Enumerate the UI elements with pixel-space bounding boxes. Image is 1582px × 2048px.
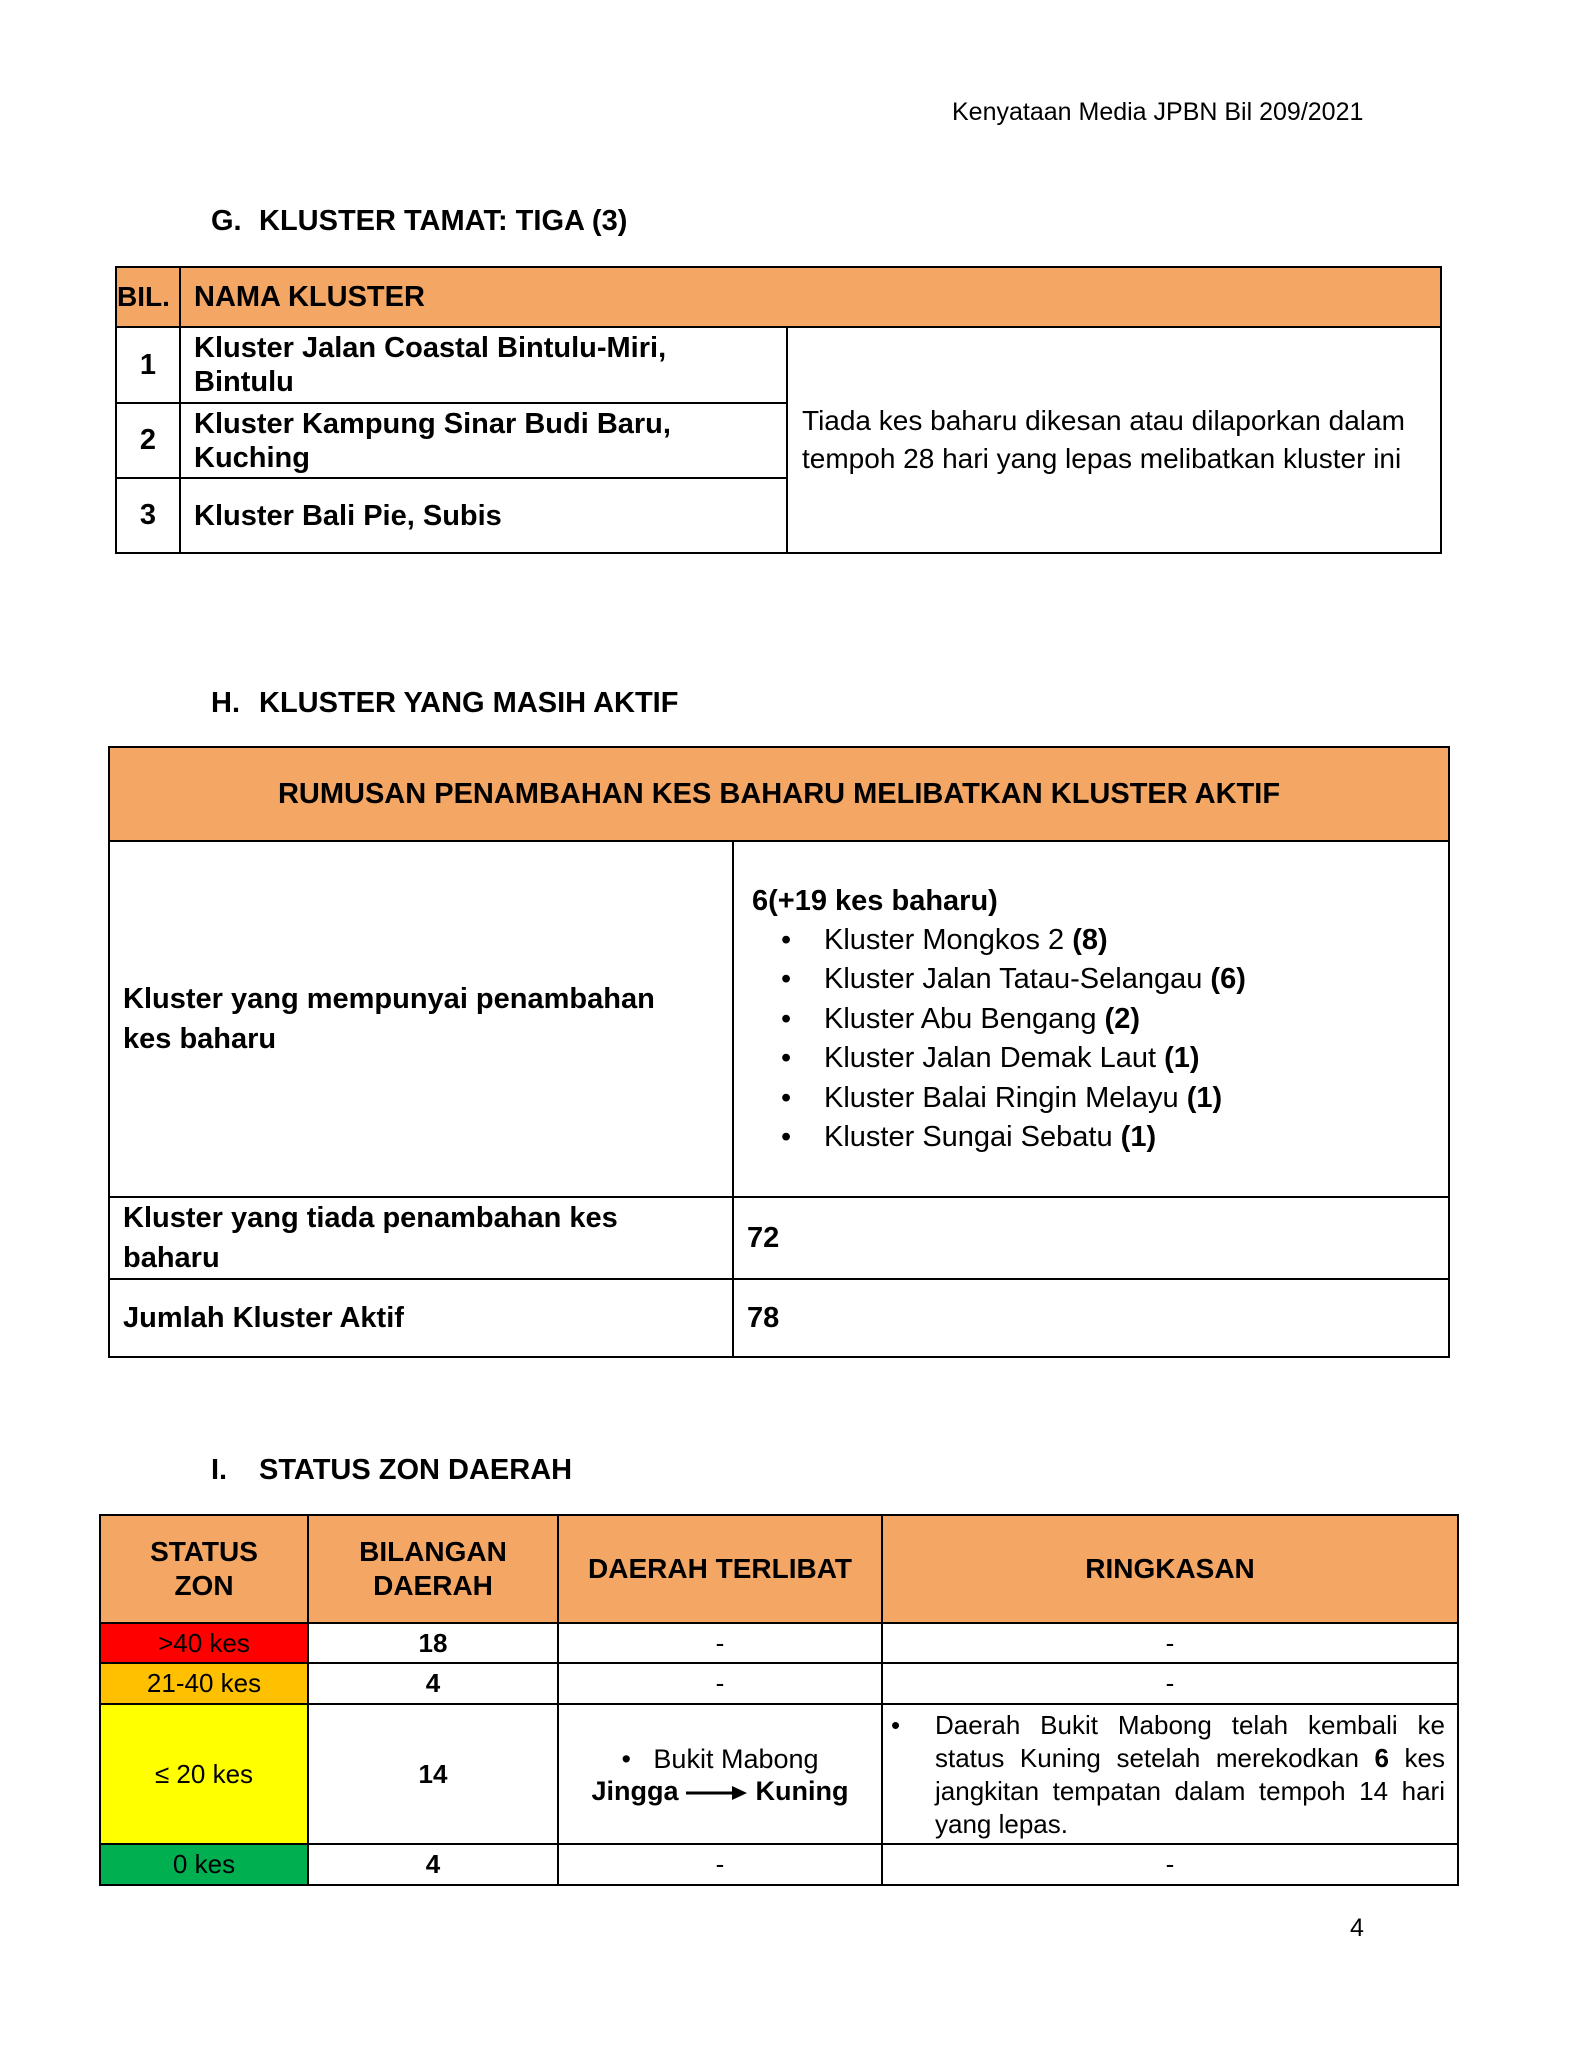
table-header-row [116, 267, 1441, 327]
district-count: 4 [308, 1844, 558, 1885]
cluster-list [734, 921, 1448, 1158]
zone-to: Kuning [755, 1776, 849, 1806]
zone-status-cell: 0 kes [100, 1844, 308, 1885]
summary: - [882, 1623, 1458, 1663]
table-row [109, 1197, 1449, 1279]
district-count: 4 [308, 1663, 558, 1704]
table-row [109, 1279, 1449, 1357]
zone-status-table [99, 1514, 1459, 1886]
section-i-title [211, 1454, 572, 1487]
section-g-heading: KLUSTER TAMAT: TIGA (3) [259, 205, 628, 237]
col-status-header: STATUS ZON [100, 1515, 308, 1623]
ended-clusters-table [115, 266, 1442, 554]
active-clusters-table [108, 746, 1450, 1358]
note-line: Tiada kes baharu dikesan atau dilaporkan dalam [802, 405, 1405, 436]
table-row [100, 1844, 1458, 1885]
row-label-line: Kluster yang mempunyai penambahan [123, 983, 655, 1015]
list-item: • Kluster Balai Ringin Melayu (1) [824, 1079, 1448, 1119]
active-clusters-table-title: RUMUSAN PENAMBAHAN KES BAHARU MELIBATKAN KLUSTER AKTIF [109, 747, 1449, 841]
row-label-line: Kluster yang tiada penambahan kes [123, 1202, 618, 1234]
table-row [100, 1623, 1458, 1663]
section-h-heading: KLUSTER YANG MASIH AKTIF [259, 687, 679, 719]
table-row [116, 327, 1441, 403]
table-header-row [100, 1515, 1458, 1623]
row-label [109, 1197, 733, 1279]
district-count: 14 [308, 1704, 558, 1844]
table-header-row [109, 747, 1449, 841]
bullet-icon: • [891, 1710, 901, 1740]
summary: - [882, 1663, 1458, 1704]
row-label-line: kes baharu [123, 1023, 277, 1055]
section-i-letter: I. [211, 1454, 228, 1486]
col-bilangan-header: BILANGAN DAERAH [308, 1515, 558, 1623]
zone-from: Jingga [591, 1776, 679, 1806]
cluster-name-line: Kuching [194, 441, 310, 474]
cluster-name [180, 478, 787, 553]
bullet-icon: • [621, 1744, 631, 1774]
section-g-letter: G. [211, 205, 242, 237]
district-item: • Bukit Mabong [621, 1744, 819, 1774]
section-h-title [211, 687, 678, 720]
table-row [109, 841, 1449, 1197]
col-ringkasan-header: RINGKASAN [882, 1515, 1458, 1623]
cluster-name-line: Kluster Kampung Sinar Budi Baru, [194, 407, 671, 440]
note-line: tempoh 28 hari yang lepas melibatkan kluster ini [802, 443, 1402, 474]
row-label-line: baharu [123, 1242, 220, 1274]
district-count: 18 [308, 1623, 558, 1663]
document-reference: Kenyataan Media JPBN Bil 209/2021 [952, 98, 1364, 126]
summary: • Daerah Bukit Mabong telah kembali ke status Kuning setelah merekodkan 6 kes jangkitan tempatan dalam tempoh 14 hari yang lepas. [882, 1704, 1458, 1844]
col-daerah-header: DAERAH TERLIBAT [558, 1515, 882, 1623]
districts-involved [558, 1704, 882, 1844]
ended-clusters-note [787, 327, 1441, 553]
row-label [109, 841, 733, 1197]
new-cases-cell [733, 841, 1449, 1197]
cluster-name-line: Kluster Jalan Coastal Bintulu-Miri, [194, 332, 667, 364]
list-item: • Kluster Sungai Sebatu (1) [824, 1118, 1448, 1158]
table-row [100, 1704, 1458, 1844]
section-i-heading: STATUS ZON DAERAH [259, 1454, 573, 1486]
zone-change [559, 1776, 881, 1806]
col-nama-header: NAMA KLUSTER [180, 267, 1441, 327]
cluster-name [180, 403, 787, 478]
districts-involved: - [558, 1623, 882, 1663]
summary: - [882, 1844, 1458, 1885]
section-g-title [211, 205, 627, 238]
zone-status-cell: >40 kes [100, 1623, 308, 1663]
list-item: • Kluster Jalan Demak Laut (1) [824, 1039, 1448, 1079]
list-item: • Kluster Abu Bengang (2) [824, 1000, 1448, 1040]
page-number: 4 [1350, 1914, 1364, 1942]
row-number: 3 [116, 478, 180, 553]
arrow-right-icon [686, 1785, 748, 1801]
cluster-name-line: Kluster Bali Pie, Subis [194, 499, 502, 532]
cluster-name [180, 327, 787, 403]
row-number: 2 [116, 403, 180, 478]
row-value: 72 [733, 1197, 1449, 1279]
table-row [100, 1663, 1458, 1704]
row-label: Jumlah Kluster Aktif [109, 1279, 733, 1357]
section-h-letter: H. [211, 687, 240, 719]
list-item: • Kluster Mongkos 2 (8) [824, 921, 1448, 961]
districts-involved: - [558, 1663, 882, 1704]
new-cases-summary: 6(+19 kes baharu) [752, 884, 998, 917]
zone-status-cell: ≤ 20 kes [100, 1704, 308, 1844]
row-value: 78 [733, 1279, 1449, 1357]
col-bil-header: BIL. [116, 267, 180, 327]
zone-status-cell: 21-40 kes [100, 1663, 308, 1704]
cluster-name-line: Bintulu [194, 366, 294, 398]
districts-involved: - [558, 1844, 882, 1885]
row-number: 1 [116, 327, 180, 403]
list-item: • Kluster Jalan Tatau-Selangau (6) [824, 960, 1448, 1000]
